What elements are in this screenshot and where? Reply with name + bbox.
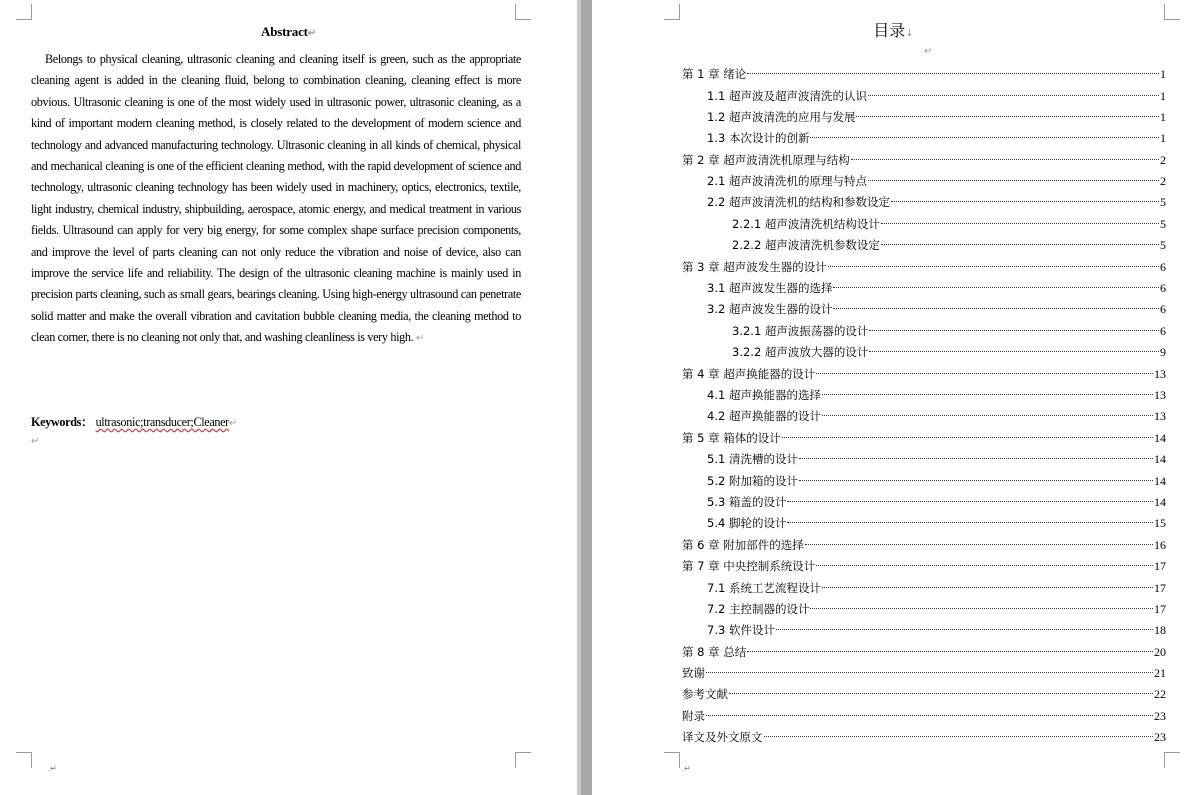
page-gap	[577, 0, 592, 795]
toc-leader-dots	[810, 608, 1153, 609]
toc-leader-dots	[868, 180, 1159, 181]
footer-mark-icon: .↵	[48, 764, 57, 773]
toc-entry-label: 致谢	[682, 666, 705, 680]
toc-entry[interactable]	[732, 235, 1166, 255]
paragraph-mark-icon: ↵	[228, 418, 237, 429]
toc-entry-page: 13	[1154, 409, 1166, 423]
toc-entry-label: 7.2 主控制器的设计	[707, 602, 810, 616]
toc-title	[592, 18, 1195, 41]
toc-entry-page: 22	[1154, 687, 1166, 701]
toc-entry-page: 14	[1154, 452, 1166, 466]
toc-leader-dots	[881, 244, 1159, 245]
toc-entry-page: 5	[1160, 217, 1166, 231]
toc-entry-label: 第 3 章 超声波发生器的设计	[682, 260, 827, 274]
paragraph-mark-icon: ↵	[31, 436, 40, 447]
toc-entry-label: 2.1 超声波清洗机的原理与特点	[707, 174, 867, 188]
toc-entry[interactable]	[707, 513, 1166, 533]
margin-marker-bottom-right	[515, 752, 531, 768]
toc-leader-dots	[787, 522, 1153, 523]
toc-entry-label: 1.1 超声波及超声波清洗的认识	[707, 89, 867, 103]
toc-entry[interactable]	[707, 192, 1166, 212]
toc-entry-label: 第 4 章 超声换能器的设计	[682, 367, 816, 381]
toc-entry-label: 参考文献	[682, 687, 728, 701]
toc-leader-dots	[747, 73, 1159, 74]
toc-entry[interactable]	[732, 342, 1166, 362]
toc-leader-dots	[747, 651, 1153, 652]
toc-leader-dots	[706, 672, 1153, 673]
toc-entry-label: 7.1 系统工艺流程设计	[707, 581, 821, 595]
toc-entry[interactable]	[707, 107, 1166, 127]
toc-entry-page: 17	[1154, 581, 1166, 595]
toc-entry-page: 2	[1160, 153, 1166, 167]
page-left	[0, 0, 577, 795]
toc-entry-label: 第 8 章 总结	[682, 645, 747, 659]
toc-entry-label: 5.1 清洗槽的设计	[707, 452, 798, 466]
margin-marker-top-left	[16, 4, 32, 20]
abstract-title	[0, 24, 577, 40]
toc-entry[interactable]	[682, 663, 1166, 683]
toc-entry-label: 第 5 章 箱体的设计	[682, 431, 781, 445]
toc-entry-page: 5	[1160, 195, 1166, 209]
toc-entry-label: 附录	[682, 709, 705, 723]
toc-title-text: 目录	[873, 21, 906, 40]
toc-entry-label: 3.2.1 超声波振荡器的设计	[732, 324, 869, 338]
toc-entry-label: 3.2.2 超声波放大器的设计	[732, 345, 869, 359]
toc-entry[interactable]	[682, 642, 1166, 662]
toc-leader-dots	[782, 437, 1153, 438]
abstract-body-text: Belongs to physical cleaning, ultrasonic cleaning and cleaning itself is green, such as the appropriate cleaning agent is added in the cleaning fluid, belong to combination cleaning, cleaning effect is more obvious. Ultrasonic cleaning is one of the most widely used in ultrasonic power, ultrasonic cleaning, as a kind of important modern cleaning method, is closely related to the development of modern science and technology and advanced manufacturing technology. Ultrasonic cleaning in all kinds of chemical, physical and mechanical cleaning is one of the efficient cleaning method, with the rapid development of science and technology, ultrasonic cleaning technology has been widely used in machinery, optics, electronics, textile, light industry, chemical industry, shipbuilding, aerospace, atomic energy, and medical treatment in various fields. Ultrasound can apply for very big energy, for some complex shape surface precision components, and improve the level of parts cleaning can not only reduce the vibration and noise of device, also can improve the service life and reliability. The design of the ultrasonic cleaning machine is mainly used in precision parts cleaning, such as small gears, bearings cleaning. Using high-energy ultrasound can penetrate solid matter and make the overall vibration and cavitation bubble cleaning media, the cleaning method to clean corner, there is no cleaning not only that, and washing cleanliness is very high.	[31, 52, 521, 345]
keywords-value: ultrasonic;transducer;Cleaner	[95, 415, 229, 429]
toc-entry[interactable]	[732, 214, 1166, 234]
toc-entry-label: 译文及外文原文	[682, 730, 763, 744]
toc-entry[interactable]	[682, 535, 1166, 555]
toc-entry-label: 5.4 脚轮的设计	[707, 516, 787, 530]
toc-leader-dots	[822, 587, 1153, 588]
toc-entry-label: 7.3 软件设计	[707, 623, 775, 637]
toc-entry[interactable]	[707, 578, 1166, 598]
toc-leader-dots	[799, 458, 1153, 459]
toc-leader-dots	[833, 308, 1159, 309]
toc-entry-label: 1.2 超声波清洗的应用与发展	[707, 110, 856, 124]
toc-entry[interactable]	[707, 492, 1166, 512]
toc-entry[interactable]	[707, 278, 1166, 298]
toc-entry[interactable]	[707, 406, 1166, 426]
toc-entry[interactable]	[707, 299, 1166, 319]
toc-leader-dots	[822, 415, 1153, 416]
toc-leader-dots	[805, 544, 1153, 545]
toc-entry-page: 15	[1154, 516, 1166, 530]
toc-entry[interactable]	[682, 706, 1166, 726]
toc-entry[interactable]	[682, 364, 1166, 384]
margin-marker-top-right	[515, 4, 531, 20]
toc-entry[interactable]	[682, 556, 1166, 576]
toc-entry-page: 6	[1160, 281, 1166, 295]
toc-leader-dots	[881, 223, 1159, 224]
toc-leader-dots	[764, 736, 1154, 737]
toc-entry-page: 1	[1160, 89, 1166, 103]
toc-entry-page: 9	[1160, 345, 1166, 359]
toc-entry-page: 6	[1160, 302, 1166, 316]
toc-entry-label: 2.2.2 超声波清洗机参数设定	[732, 238, 880, 252]
abstract-body[interactable]	[31, 49, 521, 350]
toc-entry-label: 1.3 本次设计的创新	[707, 131, 810, 145]
toc-entry[interactable]	[682, 428, 1166, 448]
toc-entry[interactable]	[682, 64, 1166, 84]
margin-marker-bottom-right	[1164, 752, 1180, 768]
toc-entry[interactable]	[682, 257, 1166, 277]
toc-leader-dots	[776, 629, 1153, 630]
toc-entry-label: 2.2 超声波清洗机的结构和参数设定	[707, 195, 890, 209]
toc-entry[interactable]	[707, 471, 1166, 491]
toc-entry-label: 4.2 超声换能器的设计	[707, 409, 821, 423]
toc-entry-label: 2.2.1 超声波清洗机结构设计	[732, 217, 880, 231]
toc-leader-dots	[869, 330, 1159, 331]
toc-entry-page: 23	[1154, 709, 1166, 723]
toc-entry[interactable]	[707, 86, 1166, 106]
toc-entry[interactable]	[707, 128, 1166, 148]
toc-entry[interactable]	[707, 599, 1166, 619]
toc-leader-dots	[810, 137, 1159, 138]
toc-leader-dots	[816, 373, 1153, 374]
toc-entry-page: 14	[1154, 474, 1166, 488]
toc-entry-label: 3.2 超声波发生器的设计	[707, 302, 833, 316]
toc-leader-dots	[868, 95, 1159, 96]
toc-entry-page: 23	[1154, 730, 1166, 744]
toc-entry[interactable]	[707, 620, 1166, 640]
toc-entry-label: 第 7 章 中央控制系统设计	[682, 559, 816, 573]
toc-entry[interactable]	[682, 150, 1166, 170]
toc-entry-page: 6	[1160, 324, 1166, 338]
toc-leader-dots	[799, 480, 1153, 481]
keywords-line[interactable]	[31, 413, 237, 430]
toc-entry-label: 5.3 箱盖的设计	[707, 495, 787, 509]
toc-entry-label: 4.1 超声换能器的选择	[707, 388, 821, 402]
toc-entry-page: 1	[1160, 110, 1166, 124]
toc-entry-page: 2	[1160, 174, 1166, 188]
toc-entry[interactable]	[707, 449, 1166, 469]
toc-leader-dots	[787, 501, 1153, 502]
toc-entry-page: 18	[1154, 623, 1166, 637]
paragraph-mark-icon: ↵	[924, 46, 933, 57]
toc-entry-page: 21	[1154, 666, 1166, 680]
paragraph-mark-icon: ↵	[307, 28, 316, 39]
page-gap-shade	[577, 0, 581, 795]
toc-entry-page: 13	[1154, 388, 1166, 402]
toc-entry[interactable]	[682, 727, 1166, 747]
toc-entry-label: 5.2 附加箱的设计	[707, 474, 798, 488]
toc-entry-label: 3.1 超声波发生器的选择	[707, 281, 833, 295]
toc-entry-page: 17	[1154, 559, 1166, 573]
toc-entry-page: 14	[1154, 431, 1166, 445]
page-right	[592, 0, 1195, 795]
toc-entry[interactable]	[682, 684, 1166, 704]
keywords-label: Keywords：	[31, 415, 93, 429]
toc-entry[interactable]	[732, 321, 1166, 341]
margin-marker-bottom-left	[664, 752, 680, 768]
toc-leader-dots	[869, 351, 1159, 352]
toc-entry-page: 6	[1160, 260, 1166, 274]
toc-entry-label: 第 1 章 绪论	[682, 67, 747, 81]
toc-entry-page: 1	[1160, 67, 1166, 81]
toc-entry-page: 13	[1154, 367, 1166, 381]
toc-leader-dots	[706, 715, 1153, 716]
toc-leader-dots	[828, 266, 1159, 267]
margin-marker-bottom-left	[16, 752, 32, 768]
toc-leader-dots	[856, 116, 1159, 117]
toc-entry[interactable]	[707, 385, 1166, 405]
paragraph-mark-icon: ↵	[416, 333, 425, 345]
toc-leader-dots	[816, 565, 1153, 566]
toc-entry[interactable]	[707, 171, 1166, 191]
toc-entry-label: 第 6 章 附加部件的选择	[682, 538, 804, 552]
toc-leader-dots	[822, 394, 1153, 395]
footer-mark-icon: .↵	[682, 764, 691, 773]
toc-leader-dots	[851, 159, 1159, 160]
toc-leader-dots	[891, 201, 1159, 202]
toc-entry-page: 5	[1160, 238, 1166, 252]
toc-entry-page: 17	[1154, 602, 1166, 616]
abstract-title-text: Abstract	[261, 24, 308, 39]
toc-entry-page: 20	[1154, 645, 1166, 659]
paragraph-mark-icon: ↓	[905, 28, 914, 39]
toc-entry-label: 第 2 章 超声波清洗机原理与结构	[682, 153, 850, 167]
toc-entry-page: 1	[1160, 131, 1166, 145]
toc-entry-page: 14	[1154, 495, 1166, 509]
toc-entry-page: 16	[1154, 538, 1166, 552]
toc-leader-dots	[833, 287, 1159, 288]
toc-leader-dots	[729, 693, 1153, 694]
